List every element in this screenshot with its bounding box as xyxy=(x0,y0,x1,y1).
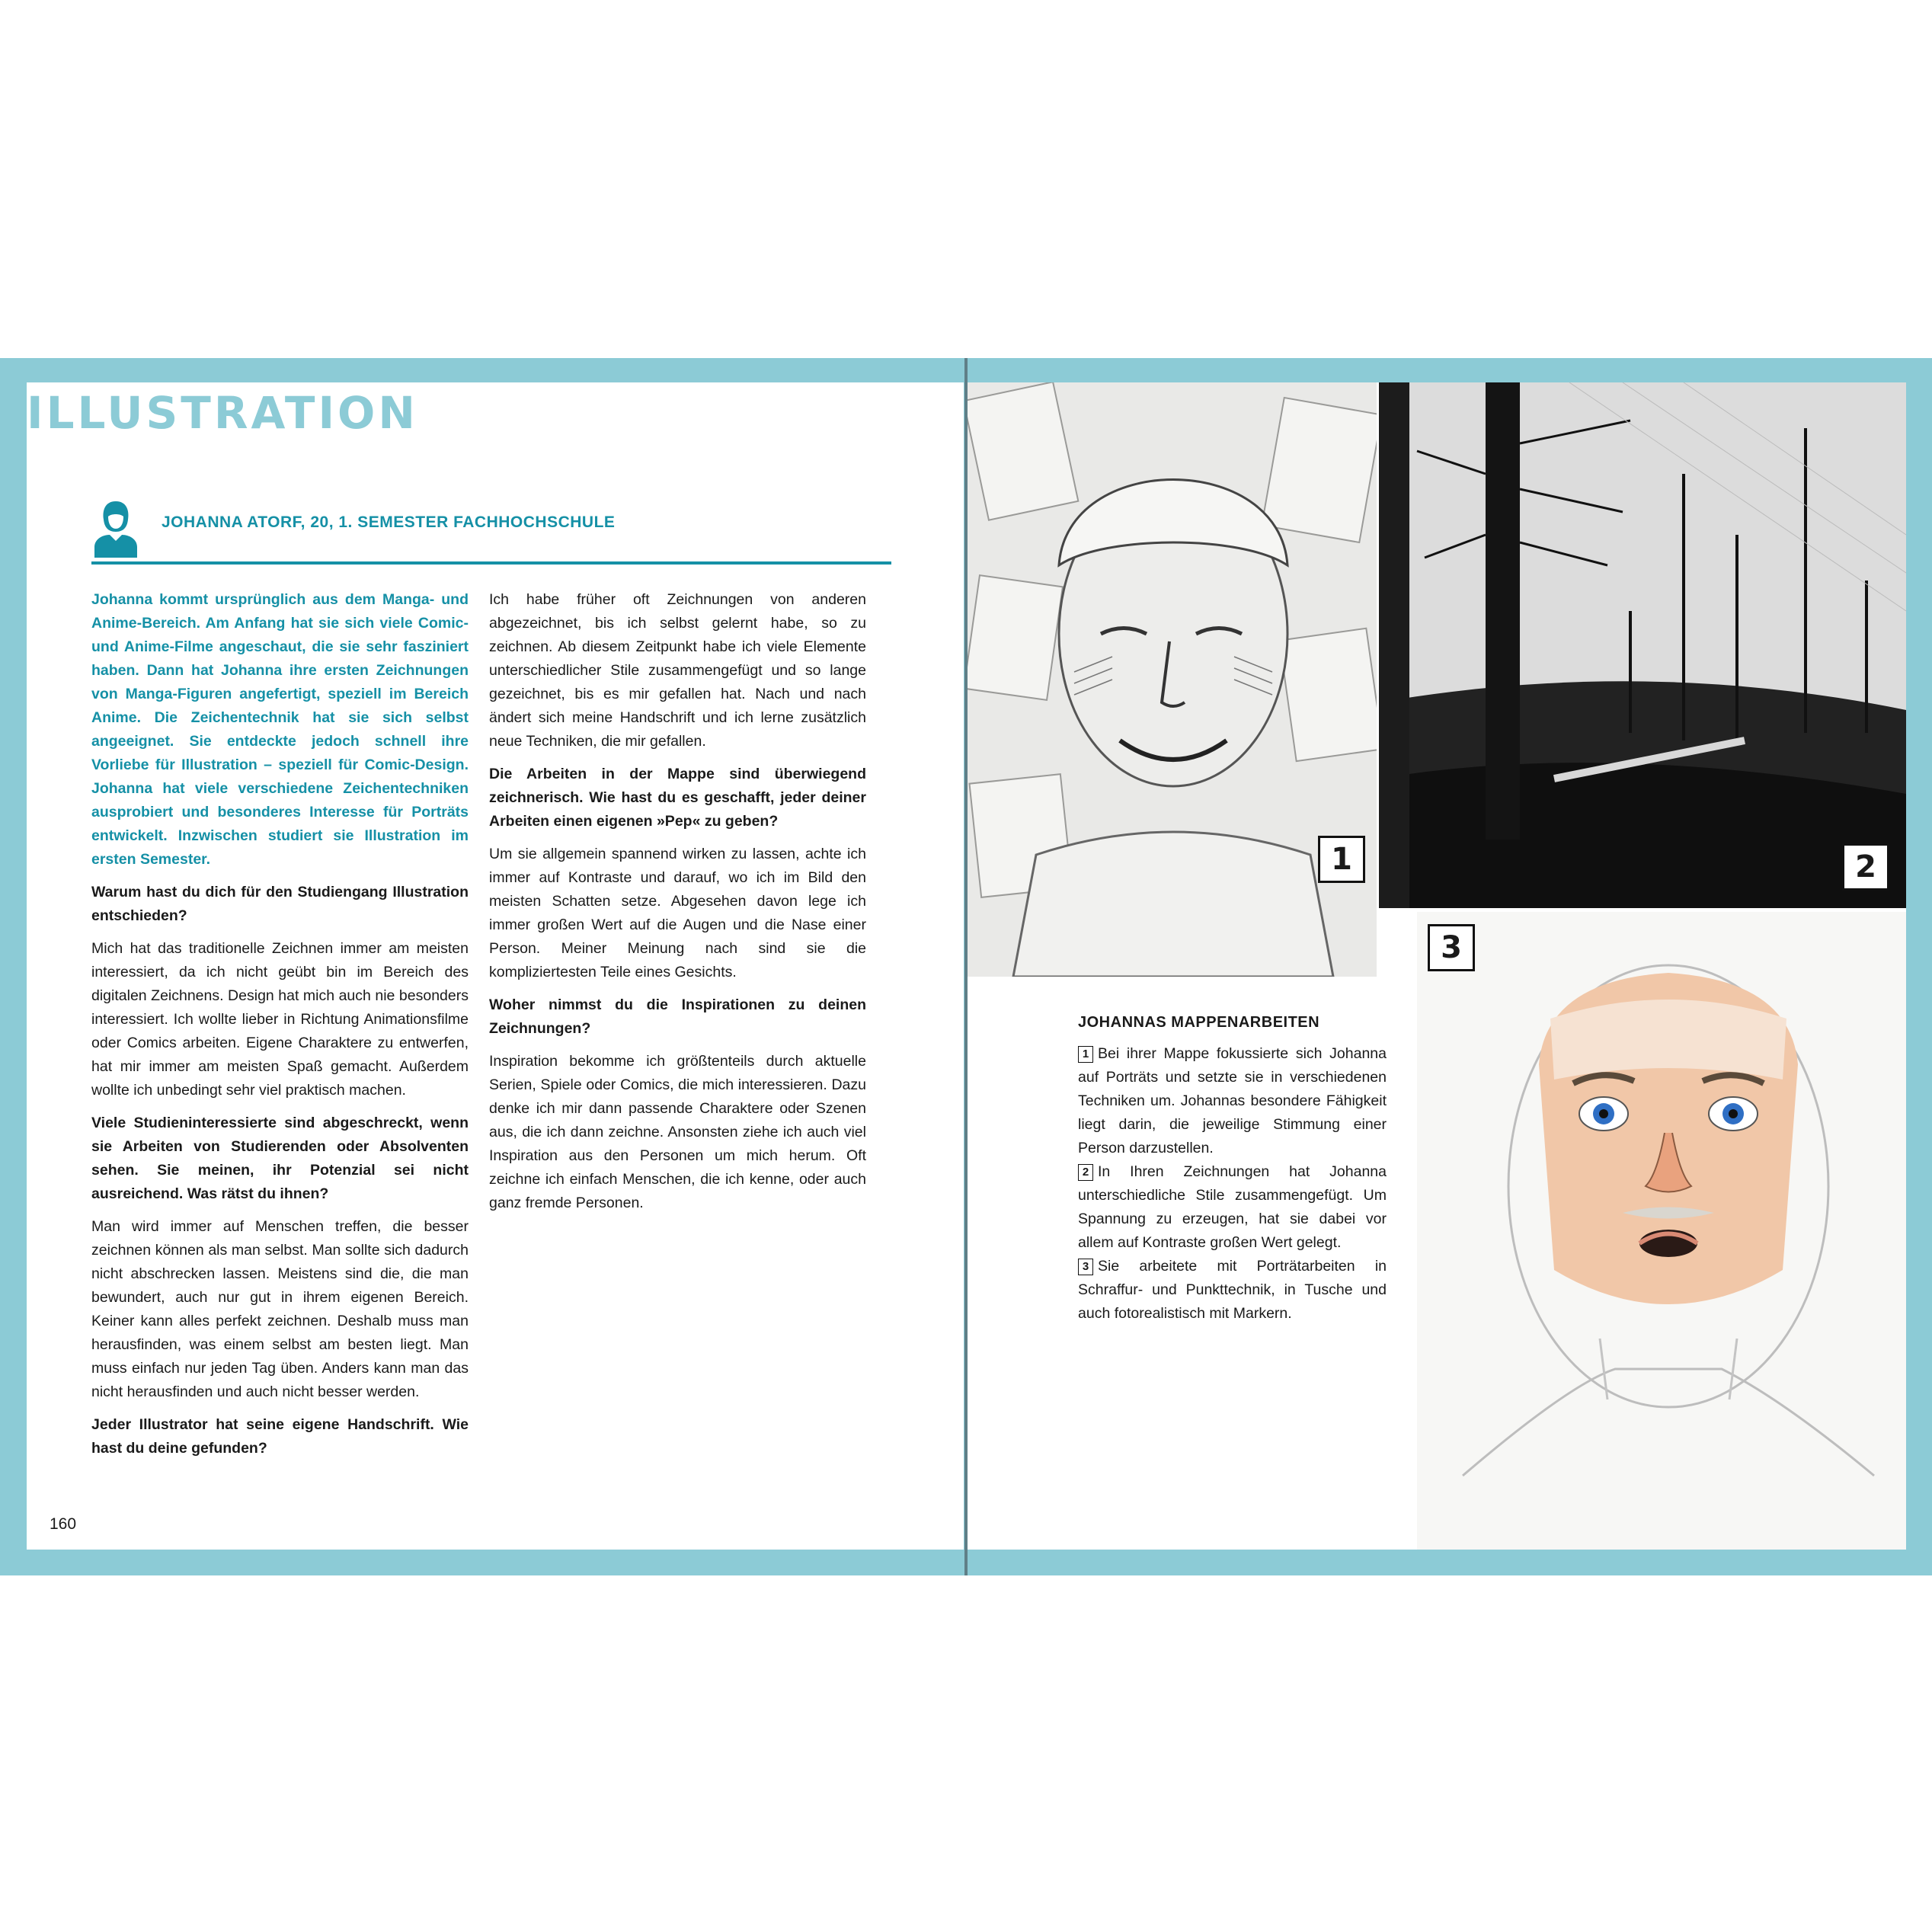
text-column-2 xyxy=(489,588,866,1224)
question-1: Warum hast du dich für den Studiengang Illustration entschieden? xyxy=(91,884,469,924)
answer-1: Mich hat das traditionelle Zeichnen immer am meisten interessiert, da ich nicht geübt bin im Bereich des digitalen Zeichnens. Design hat mich auch nie besonders interessiert. Ich wollte lieber in Richtung Animationsfilme oder Comics arbeiten. Eigene Charaktere zu entwerfen, hat mir immer am meisten Spaß gemacht. Außerdem wollte ich unbedingt sehr viel praktisch machen. xyxy=(91,940,469,1099)
marker-portrait-image xyxy=(1417,912,1906,1550)
caption-text-2: In Ihren Zeichnungen hat Johanna unterschiedliche Stile zusammengefügt. Um Spannung zu erzeugen, hat sie dabei vor allem auf Kontraste großen Wert gelegt. xyxy=(1078,1163,1387,1251)
image-number-1: 1 xyxy=(1318,836,1365,883)
caption-title: JOHANNAS MAPPENARBEITEN xyxy=(1078,1014,1320,1031)
intro-paragraph: Johanna kommt ursprünglich aus dem Manga- und Anime-Bereich. Am Anfang hat sie sich viele Comic- und Anime-Filme angeschaut, die sie sehr fasziniert haben. Dann hat Johanna ihre ersten Zeichnungen von Manga-Figuren angefertigt, speziell im Bereich Anime. Die Zeichentechnik hat sie sich selbst angeeignet. Sie entdeckte jedoch schnell ihre Vorliebe für Illustration – speziell für Comic-Design. Johanna hat viele verschiedene Zeichentechniken ausprobiert und besonderes Interesse für Porträts entwickelt. Inzwischen studiert sie Illustration im ersten Semester. xyxy=(91,591,469,868)
book-spread xyxy=(0,358,1932,1575)
caption-number-1: 1 xyxy=(1078,1046,1093,1063)
caption-item-1 xyxy=(1078,1042,1387,1160)
header-rule xyxy=(91,561,891,565)
question-4: Die Arbeiten in der Mappe sind überwiegend zeichnerisch. Wie hast du es geschafft, jeder deiner Arbeiten einen eigenen »Pep« zu geben? xyxy=(489,766,866,830)
question-3: Jeder Illustrator hat seine eigene Handschrift. Wie hast du deine gefunden? xyxy=(91,1416,469,1457)
answer-2: Man wird immer auf Menschen treffen, die besser zeichnen können als man selbst. Man sollte sich dadurch nicht abschrecken lassen. Meistens sind die, die man bewundert, auch nur gut in ihrem eigenen Bereich. Keiner kann alles perfekt zeichnen. Deshalb muss man herausfinden, was einem selbst am besten liegt. Man muss einfach nur jeden Tag üben. Anders kann man das nicht herausfinden und auch nicht besser werden. xyxy=(91,1218,469,1400)
caption-item-2 xyxy=(1078,1160,1387,1255)
caption-item-3 xyxy=(1078,1255,1387,1326)
portfolio-caption xyxy=(1078,1011,1387,1326)
section-title: ILLUSTRATION xyxy=(27,387,418,439)
image-number-2: 2 xyxy=(1842,843,1889,891)
ink-forest-drawing-image xyxy=(1379,382,1906,908)
caption-text-1: Bei ihrer Mappe fokussierte sich Johanna auf Porträts und setzte sie in verschiedenen Techniken um. Johannas besondere Fähigkeit liegt darin, die jeweilige Stimmung einer Person darzustellen. xyxy=(1078,1045,1387,1156)
left-page xyxy=(27,382,964,1550)
interviewee-header xyxy=(91,497,891,558)
right-page xyxy=(968,382,1906,1550)
question-5: Woher nimmst du die Inspirationen zu deinen Zeichnungen? xyxy=(489,996,866,1037)
interviewee-name: JOHANNA ATORF, 20, 1. SEMESTER FACHHOCHSCHULE xyxy=(162,513,616,531)
page-number: 160 xyxy=(50,1515,77,1533)
answer-4: Um sie allgemein spannend wirken zu lassen, achte ich immer auf Kontraste und darauf, wo ich im Bild den meisten Schatten setze. Abgesehen davon lege ich immer großen Wert auf die Augen und die Nase einer Person. Meiner Meinung nach sind sie die kompliziertesten Teile eines Gesichts. xyxy=(489,846,866,980)
text-column-1 xyxy=(91,588,469,1470)
person-icon xyxy=(91,497,140,558)
ink-hatched-portrait-image xyxy=(968,382,1377,977)
image-number-3: 3 xyxy=(1428,924,1475,971)
question-2: Viele Studieninteressierte sind abgeschreckt, wenn sie Arbeiten von Studierenden oder Absolventen sehen. Sie meinen, ihr Potenzial sei nicht ausreichend. Was rätst du ihnen? xyxy=(91,1115,469,1202)
caption-number-3: 3 xyxy=(1078,1259,1093,1275)
answer-3: Ich habe früher oft Zeichnungen von anderen abgezeichnet, bis ich selbst gelernt habe, so zu zeichnen. Ab diesem Zeitpunkt habe ich viele Elemente unterschiedlicher Stile zusammengefügt und so lange gezeichnet, bis es mir gefallen hat. Nach und nach ändert sich meine Handschrift und ich lerne zusätzlich neue Techniken, die mir gefallen. xyxy=(489,591,866,750)
caption-text-3: Sie arbeitete mit Porträtarbeiten in Schraffur- und Punkttechnik, in Tusche und auch fotorealistisch mit Markern. xyxy=(1078,1258,1387,1322)
caption-number-2: 2 xyxy=(1078,1164,1093,1181)
answer-5: Inspiration bekomme ich größtenteils durch aktuelle Serien, Spiele oder Comics, die mich interessieren. Dazu denke ich mir dann passende Charaktere oder Szenen aus, die ich dann zeichne. Ansonsten ziehe ich auch viel Inspiration aus den Personen um mich herum. Oft zeichne ich einfach Menschen, die ich kenne, oder auch ganz fremde Personen. xyxy=(489,1053,866,1211)
